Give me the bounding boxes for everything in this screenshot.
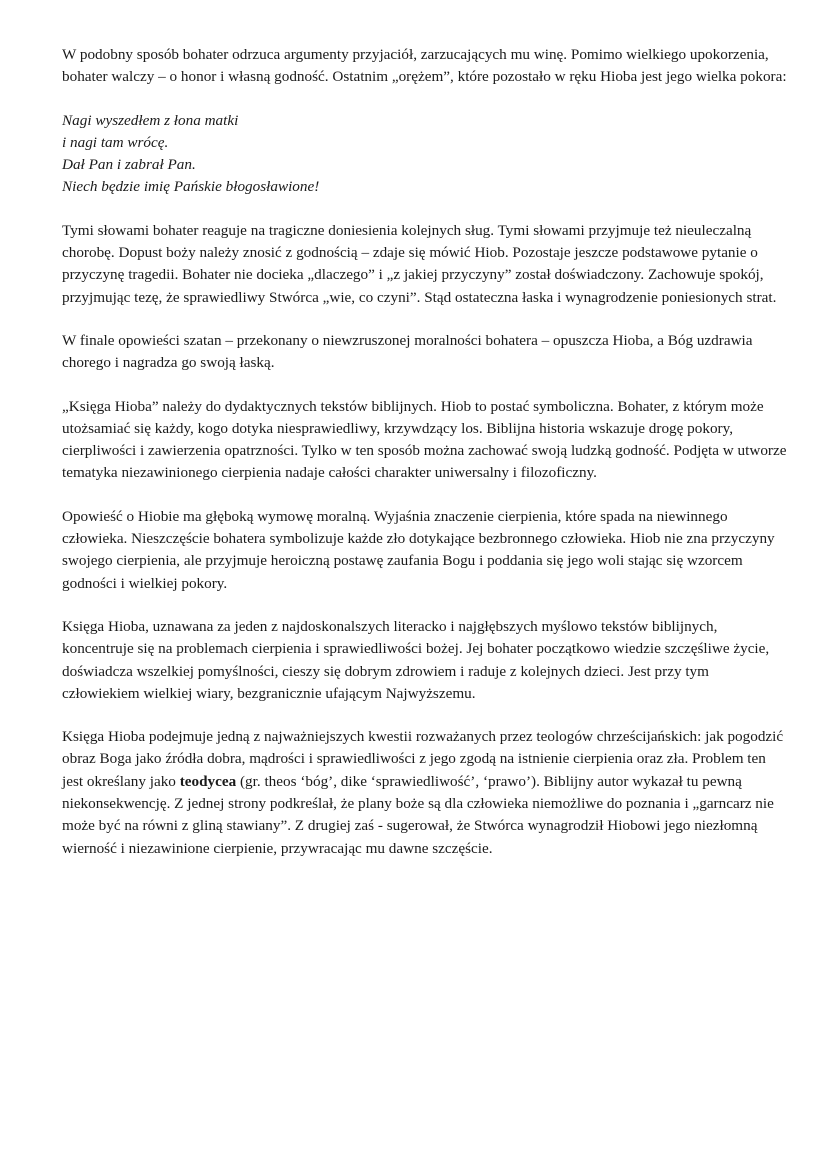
poem-line-3: Dał Pan i zabrał Pan.: [62, 156, 196, 174]
paragraph-3: W finale opowieści szatan – przekonany o niewzruszonej moralności bohatera – opuszcza Hioba, a Bóg uzdrawia chorego i nagradza go swoją łaską.: [62, 331, 753, 372]
paragraph-7: [62, 726, 788, 860]
paragraph-1: W podobny sposób bohater odrzuca argumenty przyjaciół, zarzucających mu winę. Pomimo wielkiego upokorzenia, bohater walczy – o honor i własną godność. Ostatnim „orężem”, które pozostało w ręku Hioba jest jego wielka pokora:: [62, 46, 787, 86]
poem-line-2: i nagi tam wrócę.: [62, 133, 169, 151]
paragraph-7-text-after: (gr. theos ‘bóg’, dike ‘sprawiedliwość’, ‘prawo’). Biblijny autor wykazał tu pewną niekonsekwencję. Z jednej strony podkreślał, że plany boże są dla człowieka niemożliwe do poznania i „garncarz nie może być na równi z gliną stawiany”. Z drugiej zaś - sugerował, że Stwórca wynagrodził Hiobowi jego niezłomną wierność i niezawinione cierpienie, przywracając mu dawne szczęście.: [62, 772, 774, 857]
poem-line-4: Niech będzie imię Pańskie błogosławione!: [62, 178, 320, 196]
paragraph-2: Tymi słowami bohater reaguje na tragiczne doniesienia kolejnych sług. Tymi słowami przyjmuje też nieuleczalną chorobę. Dopust boży należy znosić z godnością – zdaje się mówić Hiob. Pozostaje jeszcze podstawowe pytanie o przyczynę tragedii. Bohater nie docieka „dlaczego” i „z jakiej przyczyny” został doświadczony. Zachowuje spokój, przyjmując tezę, że sprawiedliwy Stwórca „wie, co czyni”. Stąd ostateczna łaska i wynagrodzenie poniesionych strat.: [62, 221, 777, 306]
paragraph-5: Opowieść o Hiobie ma głęboką wymowę moralną. Wyjaśnia znaczenie cierpienia, które spada na niewinnego człowieka. Nieszczęście bohatera symbolizuje każde zło dotykające bezbronnego człowieka. Hiob nie zna przyczyny swojego cierpienia, ale przyjmuje heroiczną postawę zaufania Bogu i poddania się jego woli stając się wzorcem godności i wielkiej pokory.: [62, 507, 775, 592]
term-teodycea: teodycea: [179, 772, 237, 790]
poem-quote: [62, 110, 788, 199]
poem-line-1: Nagi wyszedłem z łona matki: [62, 111, 239, 129]
paragraph-4: „Księga Hioba” należy do dydaktycznych tekstów biblijnych. Hiob to postać symboliczna. Bohater, z którym może utożsamiać się każdy, kogo dotyka niesprawiedliwy, krzywdzący los. Biblijna historia wskazuje drogę pokory, cierpliwości i zawierzenia opatrzności. Tylko w ten sposób można zachować swoją ludzką godność. Podjęta w utworze tematyka niezawinionego cierpienia nadaje całości charakter uniwersalny i filozoficzny.: [62, 397, 787, 482]
paragraph-7-text-before: Księga Hioba podejmuje jedną z najważniejszych kwestii rozważanych przez teologów chrześcijańskich: jak pogodzić obraz Boga jako źródła dobra, mądrości i sprawiedliwości z jego zgodą na istnienie cierpienia oraz zła. Problem ten jest określany jako: [62, 728, 784, 790]
paragraph-6: Księga Hioba, uznawana za jeden z najdoskonalszych literacko i najgłębszych myślowo tekstów biblijnych, koncentruje się na problemach cierpienia i sprawiedliwości bożej. Jej bohater początkowo wiedzie szczęśliwe życie, doświadcza wszelkiej pomyślności, cieszy się dobrym zdrowiem i raduje z kolejnych dzieci. Jest przy tym człowiekiem wielkiej wiary, bezgranicznie ufającym Najwyższemu.: [62, 617, 770, 702]
